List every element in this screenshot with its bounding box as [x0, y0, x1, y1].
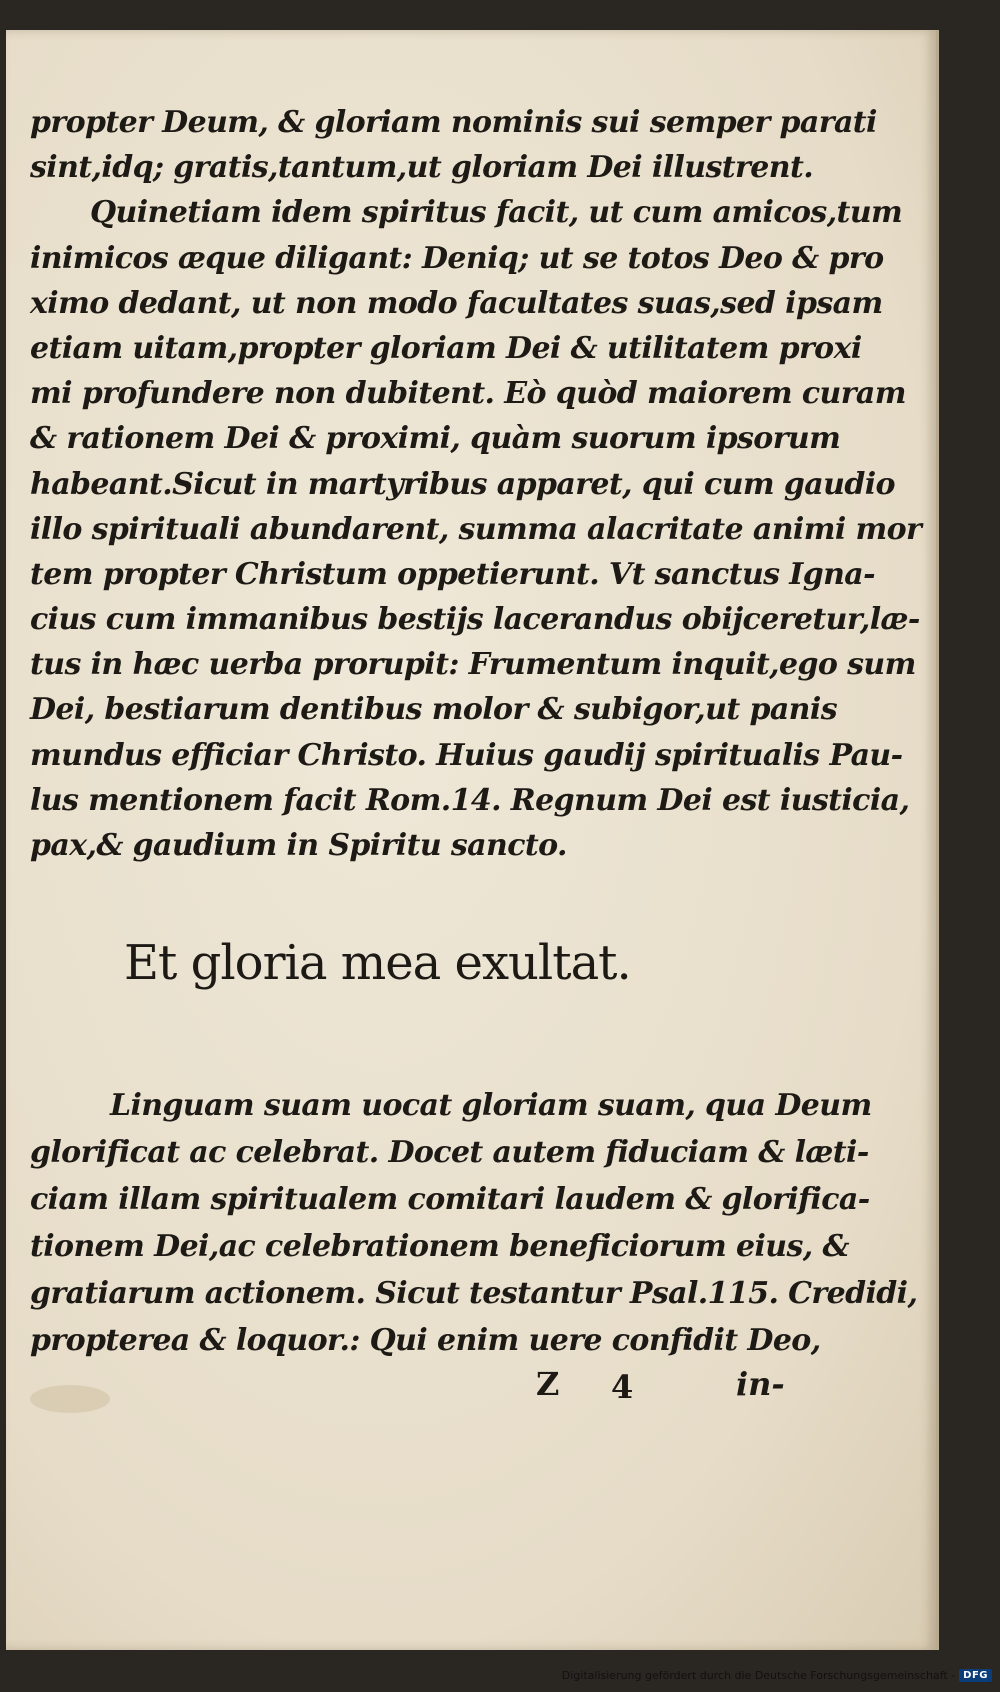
text-line: lus mentionem facit Rom.14. Regnum Dei est iusticia,: [30, 782, 910, 818]
text-line: Quinetiam idem spiritus facit, ut cum amicos,tum: [90, 195, 903, 231]
paragraph-2: [30, 1082, 918, 1364]
text-line: etiam uitam,propter gloriam Dei & utilitatem proxi: [30, 330, 862, 366]
signature-number: 4: [611, 1368, 634, 1406]
text-line: tus in hæc uerba prorupit: Frumentum inquit,ego sum: [30, 647, 916, 683]
text-line: ximo dedant, ut non modo facultates suas,sed ipsam: [30, 285, 883, 321]
text-line: cius cum immanibus bestijs lacerandus obijceretur,læ-: [30, 602, 920, 638]
text-line: habeant.Sicut in martyribus apparet, qui cum gaudio: [30, 466, 895, 502]
text-line: sint,idq; gratis,tantum,ut gloriam Dei illustrent.: [30, 150, 814, 186]
text-line: propterea & loquor.: Qui enim uere confidit Deo,: [30, 1323, 821, 1358]
digitization-footer: [562, 1664, 992, 1686]
text-line: pax,& gaudium in Spiritu sancto.: [30, 828, 567, 863]
text-line: tionem Dei,ac celebrationem beneficiorum eius, &: [30, 1229, 849, 1264]
catchword: in-: [736, 1365, 785, 1403]
text-line: mundus efficiar Christo. Huius gaudij spiritualis Pau-: [30, 737, 903, 773]
paragraph-1: [30, 100, 922, 868]
text-line: mi profundere non dubitent. Eò quòd maiorem curam: [30, 376, 906, 412]
paper-stain: [30, 1385, 110, 1413]
dfg-logo-icon: DFG: [959, 1669, 992, 1682]
text-line: gratiarum actionem. Sicut testantur Psal.115. Credidi,: [30, 1276, 918, 1311]
section-heading: Et gloria mea exultat.: [124, 935, 631, 991]
text-line: & rationem Dei & proximi, quàm suorum ipsorum: [30, 421, 841, 457]
text-line: glorificat ac celebrat. Docet autem fiduciam & læti-: [30, 1135, 869, 1170]
text-line: illo spirituali abundarent, summa alacritate animi mor: [30, 511, 922, 547]
text-line: tem propter Christum oppetierunt. Vt sanctus Igna-: [30, 556, 875, 592]
text-line: ciam illam spiritualem comitari laudem & glorifica-: [30, 1182, 870, 1217]
text-line: propter Deum, & gloriam nominis sui semper parati: [30, 105, 877, 140]
book-page: [6, 30, 939, 1650]
text-line: Dei, bestiarum dentibus molor & subigor,ut panis: [30, 692, 837, 728]
footer-text: Digitalisierung gefördert durch die Deutsche Forschungsgemeinschaft -: [561, 1668, 956, 1682]
text-line: Linguam suam uocat gloriam suam, qua Deum: [110, 1088, 872, 1123]
text-line: inimicos æque diligant: Deniq; ut se totos Deo & pro: [30, 240, 884, 276]
signature-mark: Z: [536, 1365, 560, 1403]
